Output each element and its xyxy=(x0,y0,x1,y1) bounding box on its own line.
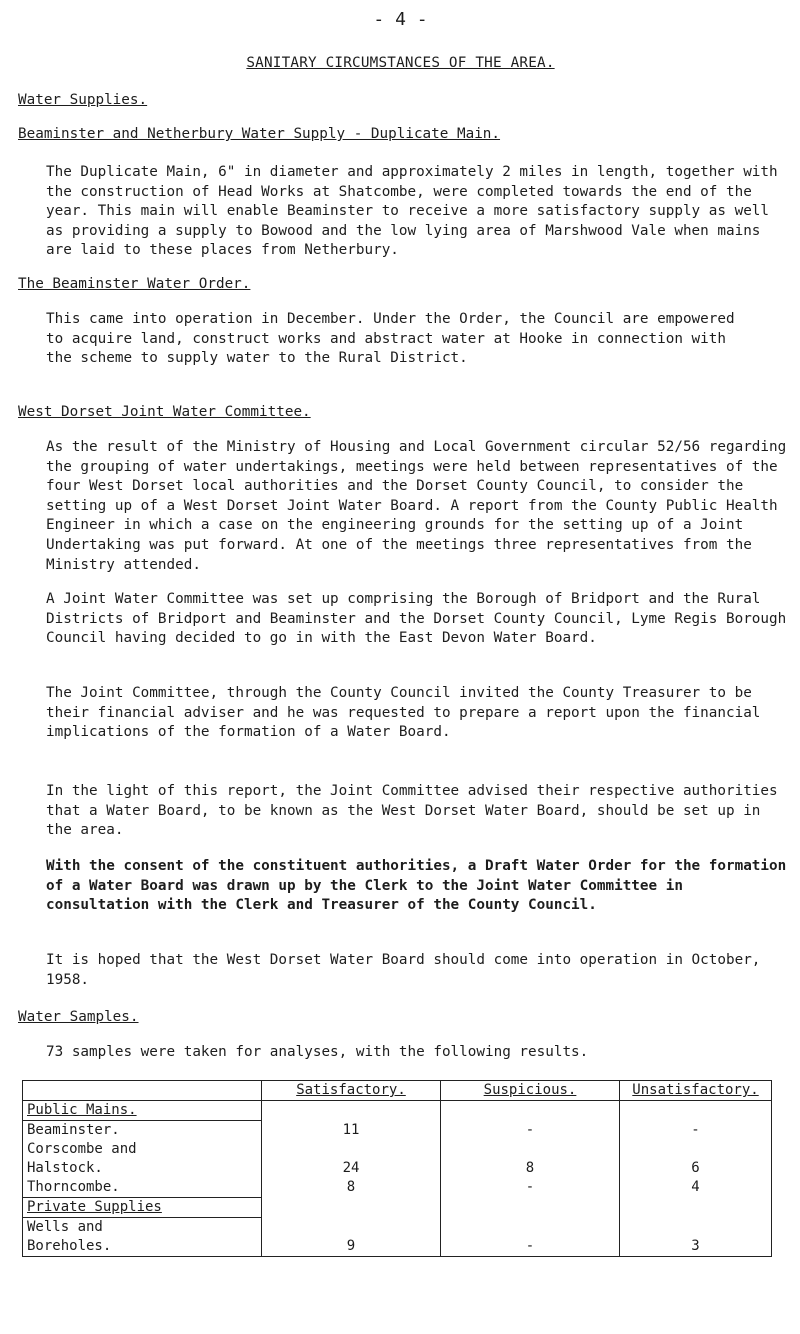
table-row-label: Private Supplies xyxy=(23,1198,262,1218)
paragraph: A Joint Water Committee was set up comprising the Borough of Bridport and the Rural Districts of Bridport and Beaminster and the Dorset County Council, Lyme Regis Borough Council having decided to go in with the East Devon Water Board. xyxy=(46,591,787,647)
table-row xyxy=(23,1140,772,1159)
table-cell xyxy=(620,1140,772,1159)
subsection-heading: Beaminster and Netherbury Water Supply - Duplicate Main. xyxy=(18,126,501,142)
table-cell xyxy=(262,1218,441,1238)
table-row xyxy=(23,1101,772,1121)
table-header-cell: Suspicious. xyxy=(441,1081,620,1101)
subsection-heading: West Dorset Joint Water Committee. xyxy=(18,404,311,420)
table-cell xyxy=(262,1140,441,1159)
table-row-label: Public Mains. xyxy=(23,1101,262,1121)
table-cell: - xyxy=(620,1121,772,1141)
paragraph: This came into operation in December. Under the Order, the Council are empowered to acquire land, construct works and abstract water at Hooke in connection with the scheme to supply water to the Rural District. xyxy=(46,311,735,367)
table-cell: - xyxy=(441,1237,620,1257)
table-header-row xyxy=(23,1081,772,1101)
table-cell xyxy=(620,1198,772,1218)
table-cell: - xyxy=(441,1178,620,1198)
paragraph: The Duplicate Main, 6" in diameter and approximately 2 miles in length, together with the construction of Head Works at Shatcombe, were completed towards the end of the year. This main will enable Beaminster to receive a more satisfactory supply as well as providing a supply to Bowood and the low lying area of Marshwood Vale when mains are laid to these places from Netherbury. xyxy=(46,164,778,259)
paragraph: 73 samples were taken for analyses, with the following results. xyxy=(46,1044,589,1060)
table-cell xyxy=(262,1101,441,1121)
table-row xyxy=(23,1159,772,1178)
paragraph: In the light of this report, the Joint Committee advised their respective authorities that a Water Board, to be known as the West Dorset Water Board, should be set up in the area. xyxy=(46,783,778,839)
table-cell xyxy=(620,1218,772,1238)
table-cell: 6 xyxy=(620,1159,772,1178)
table-cell: 3 xyxy=(620,1237,772,1257)
table-row xyxy=(23,1121,772,1141)
subsection-heading: Water Samples. xyxy=(18,1009,139,1025)
paragraph: It is hoped that the West Dorset Water Board should come into operation in October, 1958. xyxy=(46,952,761,988)
page-title: SANITARY CIRCUMSTANCES OF THE AREA. xyxy=(246,55,555,71)
paragraph: With the consent of the constituent authorities, a Draft Water Order for the formation of a Water Board was drawn up by the Clerk to the Joint Water Committee in consultation with the Clerk and Treasurer of the County Council. xyxy=(46,858,787,914)
table-row-label: Halstock. xyxy=(27,1160,103,1176)
table-row xyxy=(23,1178,772,1198)
table-cell xyxy=(441,1218,620,1238)
table-row-label: Thorncombe. xyxy=(23,1178,262,1198)
water-samples-table xyxy=(22,1080,772,1257)
paragraph: As the result of the Ministry of Housing and Local Government circular 52/56 regarding the grouping of water undertakings, meetings were held between representatives of the four West Dorset local authorities and the Dorset County Council, to consider the setting up of a West Dorset Joint Water Board. A report from the County Public Health Engineer in which a case on the engineering grounds for the setting up of a Joint Undertaking was put forward. At one of the meetings three representatives from the Ministry attended. xyxy=(46,439,787,573)
table-row-label: Boreholes. xyxy=(23,1237,262,1257)
table-row xyxy=(23,1218,772,1238)
table-header-cell: Satisfactory. xyxy=(262,1081,441,1101)
table-row-label: Beaminster. xyxy=(27,1122,120,1138)
table-row-label: Wells and xyxy=(27,1219,103,1235)
table-header-cell xyxy=(23,1081,262,1101)
table-cell: 9 xyxy=(262,1237,441,1257)
table-cell xyxy=(441,1140,620,1159)
paragraph: The Joint Committee, through the County Council invited the County Treasurer to be their financial adviser and he was requested to prepare a report upon the financial implications of the formation of a Water Board. xyxy=(46,685,761,741)
table-cell xyxy=(441,1101,620,1121)
table-header-cell: Unsatisfactory. xyxy=(620,1081,772,1101)
page-number: - 4 - xyxy=(373,9,428,30)
table-row-label: Corscombe and xyxy=(27,1141,137,1157)
table-cell xyxy=(620,1101,772,1121)
table-row xyxy=(23,1198,772,1218)
table-cell: 24 xyxy=(262,1159,441,1178)
table-cell xyxy=(262,1198,441,1218)
table-row xyxy=(23,1237,772,1257)
table-cell xyxy=(441,1198,620,1218)
table-cell: 4 xyxy=(620,1178,772,1198)
subsection-heading: The Beaminster Water Order. xyxy=(18,276,251,292)
table-cell: 8 xyxy=(262,1178,441,1198)
table-cell: 8 xyxy=(441,1159,620,1178)
table-cell: 11 xyxy=(262,1121,441,1141)
table-cell: - xyxy=(441,1121,620,1141)
section-heading: Water Supplies. xyxy=(18,92,148,108)
